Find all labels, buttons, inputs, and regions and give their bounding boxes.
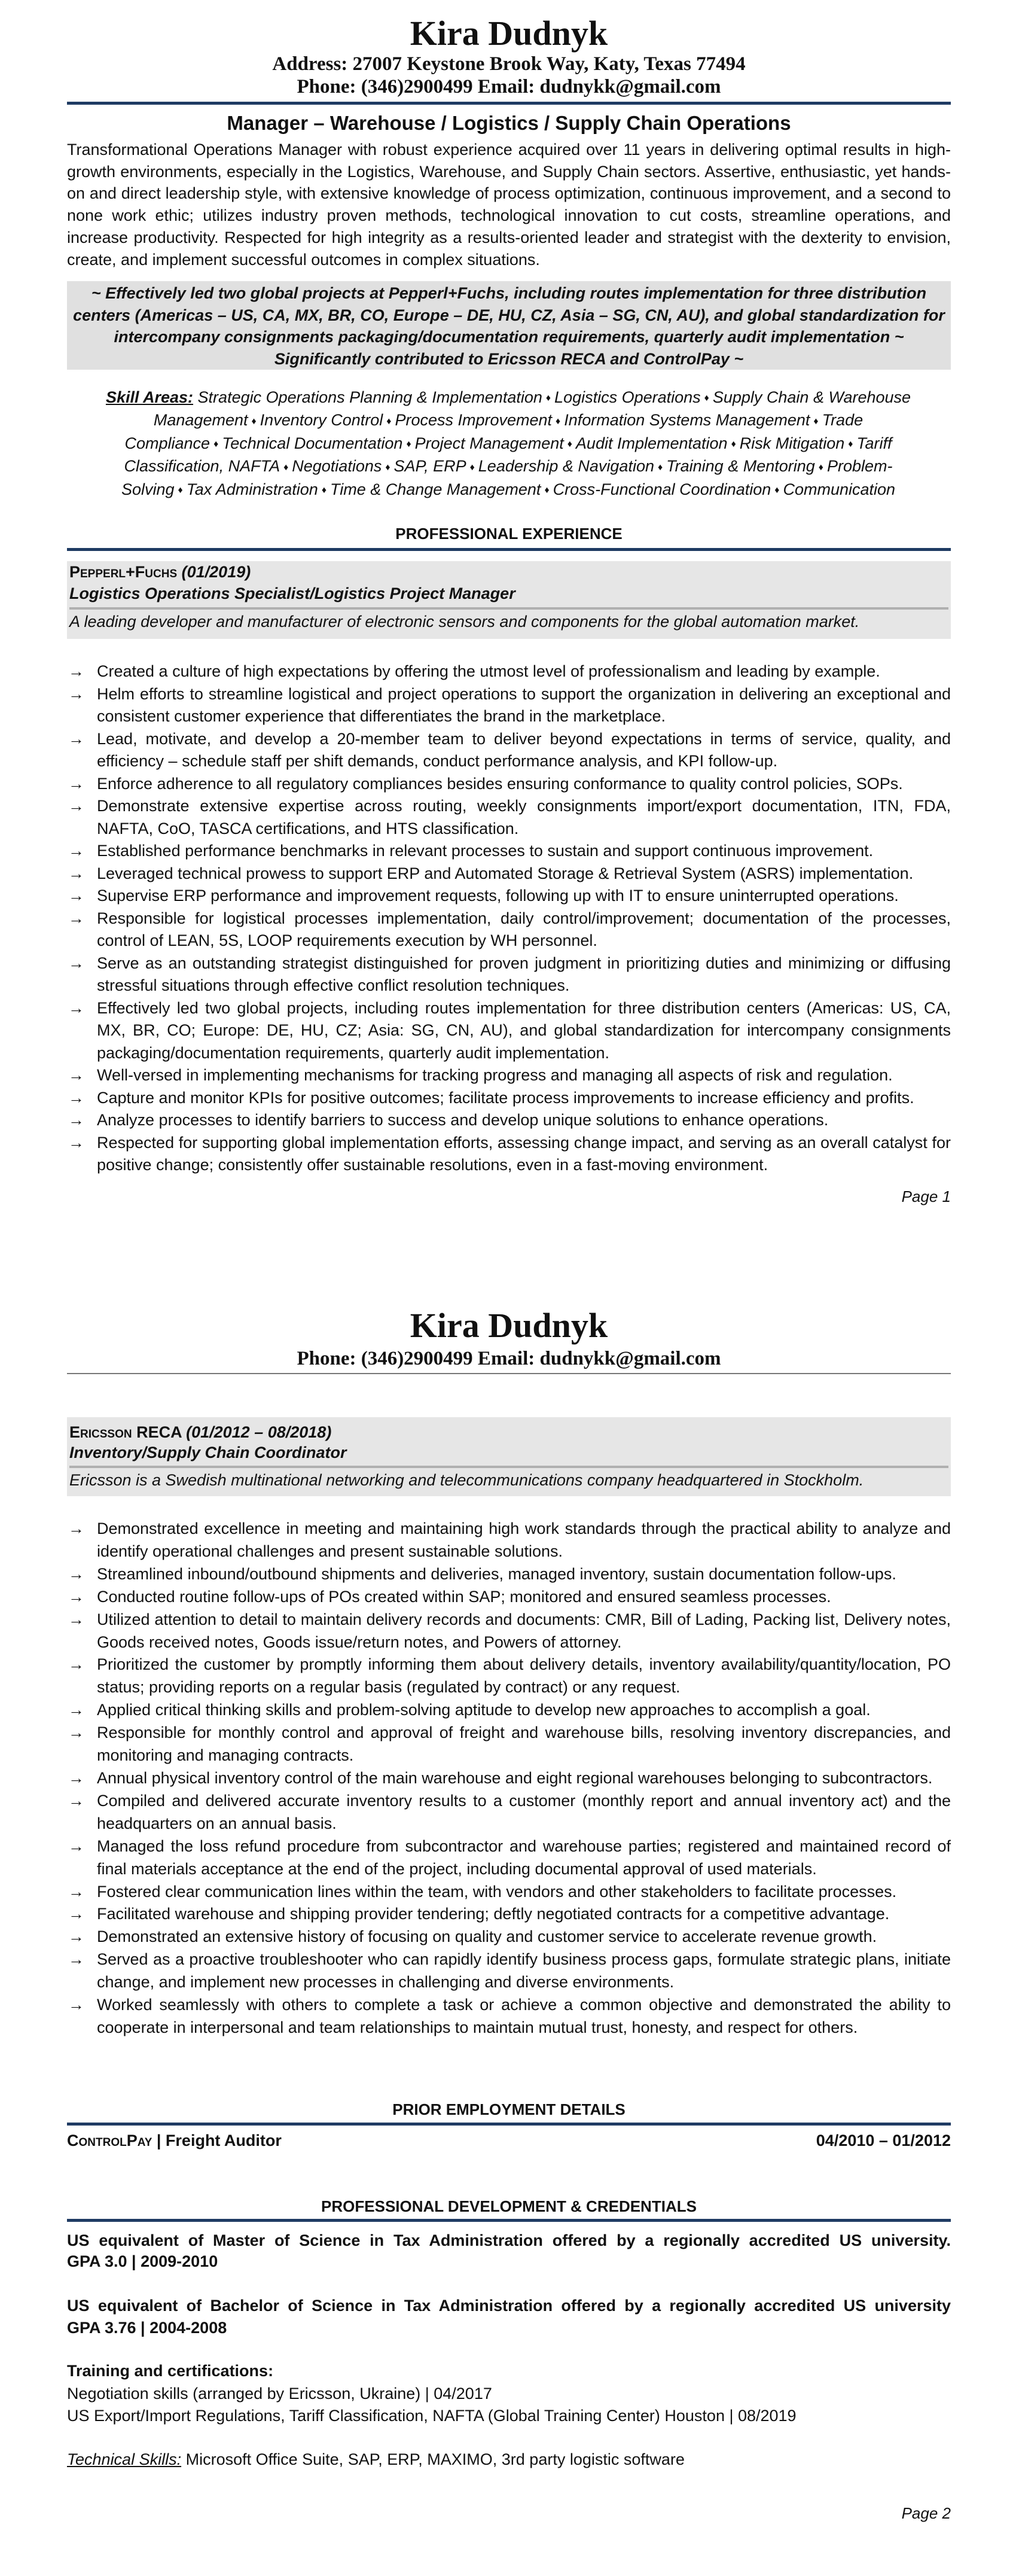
bullet-item bbox=[67, 997, 951, 1065]
degree-master: US equivalent of Master of Science in Tax Administration offered by a regionally accredited US university. bbox=[67, 2231, 951, 2249]
arrow-bullet-icon: → bbox=[68, 887, 84, 905]
header-rule bbox=[67, 102, 951, 105]
skill-item: Process Improvement bbox=[395, 411, 553, 430]
skill-item: Communication bbox=[783, 480, 896, 498]
arrow-bullet-icon: → bbox=[68, 1564, 84, 1583]
job-title: | Freight Auditor bbox=[152, 2132, 282, 2149]
bullet-text: Responsible for logistical processes implementation, daily control/improvement; documentation of the processes, control of LEAN, 5S, LOOP requirements execution by WH personnel. bbox=[97, 909, 951, 949]
candidate-name: Kira Dudnyk bbox=[410, 1306, 608, 1345]
arrow-bullet-icon: → bbox=[68, 1701, 84, 1719]
bullet-item bbox=[67, 1881, 951, 1904]
bullet-text: Serve as an outstanding strategist distinguished for proven judgment in prioritizing duties and minimizing or diffusing stressful situations through effective conflict resolution techniques. bbox=[97, 954, 951, 994]
arrow-bullet-icon: → bbox=[68, 1520, 84, 1537]
skill-item: Information Systems Management bbox=[564, 411, 810, 430]
bullet-item bbox=[67, 1790, 951, 1835]
arrow-bullet-icon: → bbox=[68, 1587, 84, 1606]
arrow-bullet-icon: → bbox=[68, 842, 84, 860]
address: Address: 27007 Keystone Brook Way, Katy, Texas 77494 bbox=[272, 53, 746, 75]
summary: Transformational Operations Manager with robust experience acquired over 11 years in delivering optimal results in high-growth environments, especially in the Logistics, Warehouse, and Supply Chain sectors. Assertive, enthusiastic, yet hands-on and direct leadership style, with extensive knowledge of process optimization, continuous improvement, and a second to none work ethic; utilizes industry proven methods, technological innovation to cut costs, streamline operations, and increase productivity. Respected for high integrity as a results-oriented leader and strategist with the dexterity to envision, create, and implement successful outcomes in complex situations. bbox=[67, 141, 951, 269]
arrow-bullet-icon: → bbox=[68, 864, 84, 882]
arrow-bullet-icon: → bbox=[68, 1882, 84, 1901]
training-item: US Export/Import Regulations, Tariff Classification, NAFTA (Global Training Center) Houston | 08/2019 bbox=[67, 2407, 797, 2425]
diamond-separator-icon: ♦ bbox=[657, 462, 663, 473]
prior-employment-row bbox=[67, 2130, 951, 2151]
diamond-separator-icon: ♦ bbox=[385, 462, 390, 473]
diamond-separator-icon: ♦ bbox=[848, 439, 853, 450]
training-item: Negotiation skills (arranged by Ericsson, Ukraine) | 04/2017 bbox=[67, 2385, 492, 2403]
bullet-item bbox=[67, 840, 951, 863]
bullet-text: Streamlined inbound/outbound shipments and deliveries, managed inventory, sustain documentation follow-ups. bbox=[97, 1564, 896, 1583]
bullet-text: Fostered clear communication lines within the team, with vendors and other stakeholders to facilitate processes. bbox=[97, 1882, 897, 1901]
arrow-bullet-icon: → bbox=[68, 662, 84, 680]
contact-line: Phone: (346)2900499 Email: dudnykk@gmail.com bbox=[297, 76, 721, 98]
page-number: Page 2 bbox=[901, 2504, 951, 2522]
job-dates: (01/2012 – 08/2018) bbox=[186, 1423, 332, 1441]
technical-skills-value: Microsoft Office Suite, SAP, ERP, MAXIMO, 3rd party logistic software bbox=[181, 2450, 685, 2468]
diamond-separator-icon: ♦ bbox=[213, 439, 219, 450]
job-dates: (01/2019) bbox=[181, 563, 251, 581]
bullet-item bbox=[67, 795, 951, 840]
headline: Manager – Warehouse / Logistics / Supply Chain Operations bbox=[227, 112, 791, 134]
diamond-separator-icon: ♦ bbox=[545, 393, 551, 404]
job-bullets bbox=[67, 1518, 951, 2039]
job-header-pepperl-fuchs bbox=[67, 561, 951, 639]
bullet-item bbox=[67, 952, 951, 997]
page-number: Page 1 bbox=[901, 1187, 951, 1205]
bullet-item bbox=[67, 1835, 951, 1881]
arrow-bullet-icon: → bbox=[68, 1655, 84, 1674]
contact-line: Phone: (346)2900499 Email: dudnykk@gmail.com bbox=[297, 1348, 721, 1369]
bullet-item bbox=[67, 1926, 951, 1948]
degree-bachelor: US equivalent of Bachelor of Science in Tax Administration offered by a regionally accredited US university bbox=[67, 2297, 951, 2315]
bullet-text: Demonstrate extensive expertise across routing, weekly consignments import/export documentation, ITN, FDA, NAFTA, CoO, TASCA certifications, and HTS classification. bbox=[97, 797, 951, 838]
bullet-text: Capture and monitor KPIs for positive outcomes; facilitate process improvements to increase efficiency and profits. bbox=[97, 1088, 914, 1107]
bullet-item bbox=[67, 1518, 951, 1563]
bullet-item bbox=[67, 1609, 951, 1654]
diamond-separator-icon: ♦ bbox=[731, 439, 736, 450]
bullet-text: Leveraged technical prowess to support ERP and Automated Storage & Retrieval System (ASRS) implementation. bbox=[97, 864, 914, 882]
arrow-bullet-icon: → bbox=[68, 729, 84, 748]
bullet-item bbox=[67, 1087, 951, 1110]
candidate-name: Kira Dudnyk bbox=[410, 14, 608, 53]
bullet-text: Supervise ERP performance and improvement requests, following up with IT to ensure uninterrupted operations. bbox=[97, 887, 899, 905]
bullet-text: Respected for supporting global implementation efforts, assessing change impact, and serving as an overall catalyst for positive change; consistently offer sustainable resolutions, even in a fast-moving environment. bbox=[97, 1133, 951, 1174]
job-bullets bbox=[67, 660, 951, 1177]
bullet-text: Managed the loss refund procedure from subcontractor and warehouse parties; registered and maintained record of final materials acceptance at the end of the project, including documental approval of used materials. bbox=[97, 1837, 951, 1878]
arrow-bullet-icon: → bbox=[68, 1768, 84, 1787]
bullet-item bbox=[67, 1767, 951, 1790]
skill-item: Cross-Functional Coordination bbox=[553, 480, 771, 498]
arrow-bullet-icon: → bbox=[68, 909, 84, 927]
section-rule bbox=[67, 2123, 951, 2126]
bullet-text: Demonstrated an extensive history of focusing on quality and customer service to accelerate revenue growth. bbox=[97, 1928, 877, 1946]
job-title: Logistics Operations Specialist/Logistics Project Manager bbox=[69, 584, 515, 602]
bullet-item bbox=[67, 1109, 951, 1132]
bullet-text: Prioritized the customer by promptly informing them about delivery details, inventory availability/quantity/location, PO status; providing reports on a regular basis (regulated by contract) or any request. bbox=[97, 1655, 951, 1697]
bullet-item bbox=[67, 1722, 951, 1767]
diamond-separator-icon: ♦ bbox=[251, 416, 257, 427]
arrow-bullet-icon: → bbox=[68, 998, 84, 1017]
arrow-bullet-icon: → bbox=[68, 1088, 84, 1107]
job-dates: 04/2010 – 01/2012 bbox=[816, 2132, 951, 2149]
diamond-separator-icon: ♦ bbox=[813, 416, 819, 427]
diamond-separator-icon: ♦ bbox=[704, 393, 709, 404]
arrow-bullet-icon: → bbox=[68, 774, 84, 793]
diamond-separator-icon: ♦ bbox=[818, 462, 823, 473]
bullet-text: Lead, motivate, and develop a 20-member team to deliver beyond expectations in terms of service, quality, and efficiency – schedule staff per shift demands, conduct performance analysis, and KPI follow-up. bbox=[97, 729, 951, 770]
degree-master-gpa: GPA 3.0 | 2009-2010 bbox=[67, 2252, 218, 2270]
skill-item: Logistics Operations bbox=[554, 388, 701, 406]
bullet-text: Facilitated warehouse and shipping provider tendering; deftly negotiated contracts for a competitive advantage. bbox=[97, 1905, 890, 1923]
bullet-text: Applied critical thinking skills and problem-solving aptitude to develop new approaches to accomplish a goal. bbox=[97, 1701, 871, 1719]
arrow-bullet-icon: → bbox=[68, 1837, 84, 1855]
skill-item: SAP, ERP bbox=[393, 457, 466, 476]
arrow-bullet-icon: → bbox=[68, 954, 84, 972]
skill-areas-label: Skill Areas: bbox=[105, 388, 194, 406]
arrow-bullet-icon: → bbox=[68, 1066, 84, 1084]
skill-item: Tax Administration bbox=[186, 480, 318, 498]
header-rule bbox=[67, 1373, 951, 1374]
skill-item: Strategic Operations Planning & Implementation bbox=[197, 388, 542, 406]
skill-areas bbox=[84, 386, 933, 501]
job-title: Inventory/Supply Chain Coordinator bbox=[69, 1444, 347, 1461]
diamond-separator-icon: ♦ bbox=[406, 439, 411, 450]
bullet-item bbox=[67, 1064, 951, 1087]
arrow-bullet-icon: → bbox=[68, 1133, 84, 1152]
diamond-separator-icon: ♦ bbox=[386, 416, 392, 427]
company-name: Pepperl+Fuchs bbox=[69, 563, 178, 581]
bullet-item bbox=[67, 1654, 951, 1699]
section-heading-prior: PRIOR EMPLOYMENT DETAILS bbox=[392, 2100, 626, 2118]
bullet-item bbox=[67, 1903, 951, 1926]
diamond-separator-icon: ♦ bbox=[567, 439, 572, 450]
skill-item: Training & Mentoring bbox=[666, 457, 815, 476]
bullet-text: Utilized attention to detail to maintain delivery records and documents: CMR, Bill of Lading, Packing list, Delivery notes, Goods received notes, Goods issue/return notes, and Powers of attorney. bbox=[97, 1610, 951, 1651]
skill-item: Tariff Classification, NAFTA bbox=[124, 434, 892, 476]
arrow-bullet-icon: → bbox=[68, 797, 84, 815]
bullet-text: Responsible for monthly control and approval of freight and warehouse bills, resolving inventory discrepancies, and monitoring and managing contracts. bbox=[97, 1724, 951, 1765]
skill-item: Trade Compliance bbox=[124, 411, 864, 452]
bullet-item bbox=[67, 683, 951, 728]
section-heading-experience: PROFESSIONAL EXPERIENCE bbox=[395, 525, 623, 543]
arrow-bullet-icon: → bbox=[68, 1791, 84, 1810]
skill-item: Project Management bbox=[414, 434, 564, 452]
bullet-item bbox=[67, 1132, 951, 1177]
training-label: Training and certifications: bbox=[67, 2362, 274, 2380]
skill-item: Inventory Control bbox=[260, 411, 383, 430]
bullet-item bbox=[67, 1563, 951, 1586]
diamond-separator-icon: ♦ bbox=[774, 485, 780, 495]
arrow-bullet-icon: → bbox=[68, 1724, 84, 1742]
diamond-separator-icon: ♦ bbox=[544, 485, 550, 495]
skill-item: Technical Documentation bbox=[222, 434, 403, 452]
section-heading-credentials: PROFESSIONAL DEVELOPMENT & CREDENTIALS bbox=[321, 2197, 697, 2215]
diamond-separator-icon: ♦ bbox=[178, 485, 183, 495]
bullet-text: Well-versed in implementing mechanisms for tracking progress and managing all aspects of risk and regulation. bbox=[97, 1066, 893, 1084]
degree-bachelor-gpa: GPA 3.76 | 2004-2008 bbox=[67, 2319, 227, 2337]
bullet-text: Demonstrated excellence in meeting and maintaining high work standards through the practical ability to analyze and identify operational challenges and present sustainable solutions. bbox=[97, 1520, 951, 1560]
skill-item: Risk Mitigation bbox=[739, 434, 845, 452]
bullet-item bbox=[67, 863, 951, 885]
bullet-item bbox=[67, 728, 951, 773]
arrow-bullet-icon: → bbox=[68, 1905, 84, 1923]
skill-item: Negotiations bbox=[292, 457, 382, 476]
bullet-item bbox=[67, 1586, 951, 1609]
arrow-bullet-icon: → bbox=[68, 1950, 84, 1969]
bullet-item bbox=[67, 1699, 951, 1722]
company-description: Ericsson is a Swedish multinational networking and telecommunications company headquartered in Stockholm. bbox=[69, 1471, 864, 1489]
bullet-item bbox=[67, 660, 951, 683]
skill-item: Supply Chain & Warehouse Management bbox=[153, 388, 911, 430]
bullet-text: Established performance benchmarks in relevant processes to sustain and support continuous improvement. bbox=[97, 842, 874, 860]
technical-skills-label: Technical Skills: bbox=[67, 2450, 182, 2468]
bullet-text: Helm efforts to streamline logistical and project operations to support the organization in delivering an exceptional and consistent customer experience that differentiates the brand in the marketplace. bbox=[97, 684, 951, 725]
company-description: A leading developer and manufacturer of electronic sensors and components for the global automation market. bbox=[69, 613, 860, 631]
skill-item: Problem-Solving bbox=[121, 457, 893, 498]
bullet-text: Analyze processes to identify barriers to success and develop unique solutions to enhance operations. bbox=[97, 1111, 829, 1129]
diamond-separator-icon: ♦ bbox=[321, 485, 327, 495]
arrow-bullet-icon: → bbox=[68, 1996, 84, 2014]
arrow-bullet-icon: → bbox=[68, 1111, 84, 1129]
technical-skills bbox=[67, 2449, 951, 2470]
company-name: Ericsson bbox=[69, 1423, 132, 1441]
bullet-text: Created a culture of high expectations by offering the utmost level of professionalism and leading by example. bbox=[97, 662, 880, 680]
arrow-bullet-icon: → bbox=[68, 1928, 84, 1946]
bullet-item bbox=[67, 885, 951, 908]
company-name: ControlPay bbox=[67, 2132, 152, 2149]
bullet-item bbox=[67, 773, 951, 796]
bullet-text: Served as a proactive troubleshooter who can rapidly identify business process gaps, formulate strategic plans, initiate change, and implement new processes in challenging and diverse environments. bbox=[97, 1950, 951, 1992]
skill-item: Audit Implementation bbox=[575, 434, 728, 452]
arrow-bullet-icon: → bbox=[68, 684, 84, 703]
highlight-box: ~ Effectively led two global projects at Pepperl+Fuchs, including routes implementation for three distribution centers (Americas – US, CA, MX, BR, CO, Europe – DE, HU, CZ, Asia – SG, CN, AU), and global standardization for intercompany consignments packaging/documentation requirements, quarterly audit implementation ~ Significantly contributed to Ericsson RECA and ControlPay ~ bbox=[67, 281, 951, 370]
bullet-item bbox=[67, 1948, 951, 1994]
diamond-separator-icon: ♦ bbox=[556, 416, 561, 427]
diamond-separator-icon: ♦ bbox=[283, 462, 289, 473]
arrow-bullet-icon: → bbox=[68, 1610, 84, 1628]
bullet-text: Conducted routine follow-ups of POs created within SAP; monitored and ensured seamless processes. bbox=[97, 1587, 831, 1606]
bullet-text: Worked seamlessly with others to complete a task or achieve a common objective and demonstrated the ability to cooperate in interpersonal and team relationships to maintain mutual trust, honesty, and respect for others. bbox=[97, 1996, 951, 2036]
bullet-text: Enforce adherence to all regulatory compliances besides ensuring conformance to quality control policies, SOPs. bbox=[97, 774, 903, 793]
job-header-ericsson bbox=[67, 1417, 951, 1496]
bullet-text: Compiled and delivered accurate inventory results to a customer (monthly report and annual inventory act) and the headquarters on an annual basis. bbox=[97, 1791, 951, 1832]
bullet-text: Annual physical inventory control of the main warehouse and eight regional warehouses belonging to subcontractors. bbox=[97, 1768, 933, 1787]
diamond-separator-icon: ♦ bbox=[469, 462, 475, 473]
skill-item: Time & Change Management bbox=[329, 480, 541, 498]
bullet-text: Effectively led two global projects, including routes implementation for three distribution centers (Americas: US, CA, MX, BR, CO; Europe: DE, HU, CZ; Asia: SG, CN, AU), and global standardization for intercompany consignments packaging/documentation requirements, quarterly audit implementation. bbox=[97, 998, 951, 1062]
company-name-suffix: RECA bbox=[132, 1423, 182, 1441]
skill-item: Leadership & Navigation bbox=[478, 457, 654, 476]
bullet-item bbox=[67, 908, 951, 952]
section-rule bbox=[67, 2219, 951, 2222]
section-rule bbox=[67, 548, 951, 551]
bullet-item bbox=[67, 1994, 951, 2039]
